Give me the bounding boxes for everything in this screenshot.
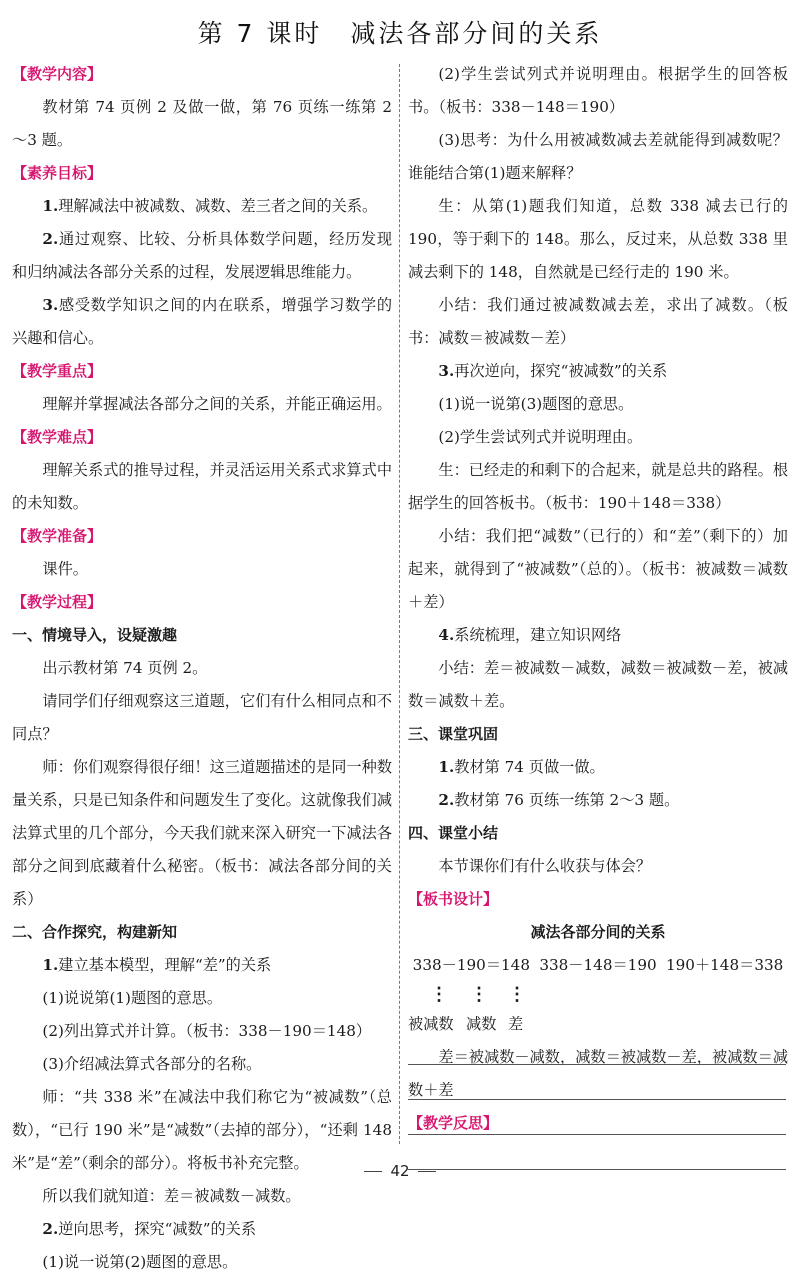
paragraph: 师：你们观察得很仔细！这三道题描述的是同一种数量关系，只是已知条件和问题发生了变化。这就像我们减法算式里的几个部分，今天我们就来深入研究一下减法各部分之间到底藏着什么秘密。（板书：减法各部分间的关系） <box>12 758 392 908</box>
board-title: 减法各部分间的关系 <box>530 923 666 941</box>
step-4: 4.系统梳理，建立知识网络 <box>438 626 622 644</box>
section-heading-1: 一、情境导入，设疑激趣 <box>12 626 178 644</box>
board-summary: 差＝被减数－减数，减数＝被减数－差，被减数＝减数＋差 <box>408 1048 788 1099</box>
section-tag-process: 【教学过程】 <box>12 593 103 611</box>
paragraph: (3)介绍减法算式各部分的名称。 <box>42 1055 262 1073</box>
section-tag-board: 【板书设计】 <box>408 890 499 908</box>
paragraph: (1)说一说第(2)题图的意思。 <box>42 1253 238 1271</box>
key-point: 理解并掌握减法各部分之间的关系，并能正确运用。 <box>42 395 392 413</box>
section-tag-content: 【教学内容】 <box>12 65 103 83</box>
section-tag-prep: 【教学准备】 <box>12 527 103 545</box>
practice-1: 1.教材第 74 页做一做。 <box>438 758 605 776</box>
paragraph: 请同学们仔细观察这三道题，它们有什么相同点和不同点？ <box>12 692 392 743</box>
paragraph: 本节课你们有什么收获与体会？ <box>438 857 652 875</box>
preparation: 课件。 <box>42 560 88 578</box>
section-heading-2: 二、合作探究，构建新知 <box>12 923 178 941</box>
board-equation-2: 338－148＝190 <box>539 956 657 974</box>
paragraph: 小结：我们通过被减数减去差，求出了减数。（板书：减数＝被减数－差） <box>408 296 788 347</box>
paragraph: (3)思考：为什么用被减数减去差就能得到减数呢？谁能结合第(1)题来解释？ <box>408 131 788 182</box>
section-tag-reflect: 【教学反思】 <box>408 1114 499 1132</box>
footer-dash <box>364 1171 382 1172</box>
paragraph: 小结：我们把“减数”（已行的）和“差”（剩下的）加起来，就得到了“被减数”（总的）。（板书：被减数＝减数＋差） <box>408 527 788 611</box>
label-difference: 差 <box>508 1015 524 1033</box>
practice-2: 2.教材第 76 页练一练第 2～3 题。 <box>438 791 680 809</box>
goal-1: 1.理解减法中被减数、减数、差三者之间的关系。 <box>42 197 378 215</box>
paragraph: (2)列出算式并计算。（板书：338－190＝148） <box>42 1022 372 1040</box>
lesson-number: 第 7 课时 <box>197 19 323 48</box>
section-tag-goals: 【素养目标】 <box>12 164 103 182</box>
right-column <box>408 58 788 1140</box>
label-minuend: 被减数 <box>408 1015 454 1033</box>
writing-line <box>408 1100 786 1135</box>
column-divider <box>399 64 400 1144</box>
paragraph: 小结：差＝被减数－减数，减数＝被减数－差，被减数＝减数＋差。 <box>408 659 788 710</box>
writing-line <box>408 1065 786 1100</box>
page-number: 42 <box>390 1162 410 1180</box>
paragraph: (2)学生尝试列式并说明理由。根据学生的回答板书。（板书：338－148＝190） <box>408 65 788 116</box>
step-2: 2.逆向思考，探究“减数”的关系 <box>42 1220 257 1238</box>
step-3: 3.再次逆向，探究“被减数”的关系 <box>438 362 668 380</box>
paragraph: (1)说说第(1)题图的意思。 <box>42 989 223 1007</box>
section-tag-key: 【教学重点】 <box>12 362 103 380</box>
paragraph: 所以我们就知道：差＝被减数－减数。 <box>42 1187 301 1205</box>
paragraph: 生：从第(1)题我们知道，总数 338 减去已行的 190，等于剩下的 148。那么，反过来，从总数 338 里减去剩下的 148，自然就是已经行走的 190 米。 <box>408 197 788 281</box>
board-equation-3: 190＋148＝338 <box>665 956 784 974</box>
board-equation-1: 338－190＝148 <box>412 956 530 974</box>
paragraph: (1)说一说第(3)题图的意思。 <box>438 395 634 413</box>
section-heading-4: 四、课堂小结 <box>408 824 499 842</box>
page-footer <box>0 1162 800 1180</box>
board-dots <box>408 982 788 1008</box>
writing-line <box>408 1030 786 1065</box>
reflection-lines <box>408 1030 786 1170</box>
paragraph: 生：已经走的和剩下的合起来，就是总共的路程。根据学生的回答板书。（板书：190＋148＝338） <box>408 461 788 512</box>
paragraph: 师：“共 338 米”在减法中我们称它为“被减数”（总数），“已行 190 米”是“减数”（去掉的部分），“还剩 148 米”是“差”（剩余的部分）。将板书补充完整。 <box>12 1088 392 1172</box>
section-tag-difficult: 【教学难点】 <box>12 428 103 446</box>
goal-3: 3.感受数学知识之间的内在联系，增强学习数学的兴趣和信心。 <box>12 296 392 347</box>
goal-2: 2.通过观察、比较、分析具体数学问题，经历发现和归纳减法各部分关系的过程，发展逻辑思维能力。 <box>12 230 392 281</box>
left-column <box>12 58 392 1279</box>
lesson-topic: 减法各部分间的关系 <box>350 19 603 48</box>
step-1: 1.建立基本模型，理解“差”的关系 <box>42 956 272 974</box>
vertical-dots-icon: ⋮ <box>508 984 526 1005</box>
page-title <box>0 14 800 50</box>
teaching-content: 教材第 74 页例 2 及做一做，第 76 页练一练第 2～3 题。 <box>12 98 392 149</box>
section-heading-3: 三、课堂巩固 <box>408 725 499 743</box>
paragraph: (2)学生尝试列式并说明理由。 <box>438 428 643 446</box>
paragraph: 出示教材第 74 页例 2。 <box>42 659 208 677</box>
vertical-dots-icon: ⋮ <box>430 984 448 1005</box>
label-subtrahend: 减数 <box>466 1015 497 1033</box>
board-equations <box>408 949 788 982</box>
difficult-point: 理解关系式的推导过程，并灵活运用关系式求算式中的未知数。 <box>12 461 392 512</box>
footer-dash <box>418 1171 436 1172</box>
vertical-dots-icon: ⋮ <box>470 984 488 1005</box>
